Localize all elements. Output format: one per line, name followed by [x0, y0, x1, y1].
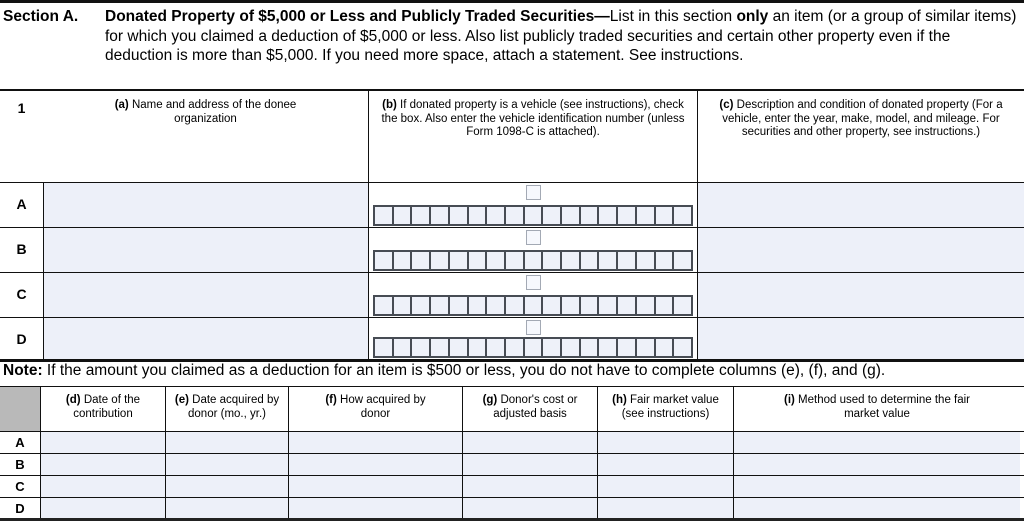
date-acquired-input-a[interactable] [165, 432, 288, 453]
donee-name-input-a[interactable] [43, 183, 368, 227]
vin-char-box [410, 295, 431, 316]
vin-char-box [392, 250, 413, 271]
vin-char-box [560, 205, 581, 226]
vin-char-box [654, 250, 675, 271]
vin-char-box [635, 205, 656, 226]
vin-input-d[interactable] [373, 337, 693, 358]
vin-char-box [635, 337, 656, 358]
vehicle-cell-a [368, 183, 697, 227]
section-a-label: Section A. [3, 8, 79, 25]
vin-char-box [448, 295, 469, 316]
col-b-header: (b) If donated property is a vehicle (see instructions), check the box. Also enter the vehicle identification number (unless Form 1098-C is attached). [368, 91, 697, 182]
col-a-header: (a) Name and address of the donee organization [114, 99, 297, 125]
col-d-header: (d) Date of the contribution [40, 387, 165, 431]
vehicle-cell-c [368, 273, 697, 317]
donor-cost-input-a[interactable] [462, 432, 597, 453]
table1-row-d [0, 317, 1024, 359]
corner-gray-cell [0, 387, 40, 431]
col-h-header: (h) Fair market value (see instructions) [597, 387, 733, 431]
vin-char-box [485, 295, 506, 316]
table1-row-c [0, 272, 1024, 317]
row-label: B [15, 457, 25, 472]
method-input-b[interactable] [733, 454, 1020, 475]
method-input-d[interactable] [733, 498, 1020, 518]
date-contribution-input-c[interactable] [40, 476, 165, 497]
col-c-header: (c) Description and condition of donated property (For a vehicle, enter the year, make, model, and mileage. For securities and other property, see instructions.) [697, 91, 1024, 182]
vin-char-box [541, 295, 562, 316]
vin-char-box [429, 205, 450, 226]
vin-char-box [485, 250, 506, 271]
method-input-c[interactable] [733, 476, 1020, 497]
fair-market-value-input-c[interactable] [597, 476, 733, 497]
vin-char-box [523, 205, 544, 226]
fair-market-value-input-a[interactable] [597, 432, 733, 453]
donor-cost-input-b[interactable] [462, 454, 597, 475]
vin-char-box [410, 250, 431, 271]
date-contribution-input-a[interactable] [40, 432, 165, 453]
vin-char-box [672, 250, 693, 271]
description-input-b[interactable] [697, 228, 1024, 272]
section-a-header [3, 7, 1018, 66]
donee-name-input-c[interactable] [43, 273, 368, 317]
vin-char-box [504, 250, 525, 271]
vin-char-box [429, 337, 450, 358]
vehicle-checkbox-c[interactable] [526, 275, 541, 290]
how-acquired-input-b[interactable] [288, 454, 462, 475]
vin-input-a[interactable] [373, 205, 693, 226]
vehicle-cell-b [368, 228, 697, 272]
vin-char-box [635, 250, 656, 271]
col-f-header: (f) How acquired by donor [288, 387, 462, 431]
vin-char-box [597, 337, 618, 358]
table2-row-c [0, 475, 1024, 497]
date-acquired-input-c[interactable] [165, 476, 288, 497]
vin-char-box [616, 295, 637, 316]
how-acquired-input-d[interactable] [288, 498, 462, 518]
vin-char-box [579, 250, 600, 271]
vin-char-box [448, 250, 469, 271]
vin-char-box [672, 205, 693, 226]
section-a-description: Donated Property of $5,000 or Less and Publicly Traded Securities—List in this section only an item (or a group of similar items) for which you claimed a deduction of $5,000 or less. Also list publicly traded securities and certain other property even if the deduction is more than $5,000. If you need more space, attach a statement. See instructions. [105, 8, 1017, 64]
vehicle-checkbox-b[interactable] [526, 230, 541, 245]
date-acquired-input-d[interactable] [165, 498, 288, 518]
vin-char-box [504, 337, 525, 358]
row-label: A [16, 196, 27, 212]
vin-char-box [392, 337, 413, 358]
row-label: D [15, 501, 25, 516]
vin-char-box [373, 337, 394, 358]
note-text: Note: If the amount you claimed as a deduction for an item is $500 or less, you do not have to complete columns (e), (f), and (g). [3, 362, 886, 379]
vin-char-box [616, 205, 637, 226]
row-label: D [16, 331, 27, 347]
table2-header-row [0, 386, 1024, 431]
table2-row-b [0, 453, 1024, 475]
col-i-header: (i) Method used to determine the fair market value [733, 387, 1020, 431]
vehicle-checkbox-d[interactable] [526, 320, 541, 335]
vin-char-box [429, 250, 450, 271]
date-contribution-input-b[interactable] [40, 454, 165, 475]
row-label: B [16, 241, 27, 257]
vin-char-box [504, 205, 525, 226]
vin-char-box [560, 295, 581, 316]
donee-name-input-d[interactable] [43, 318, 368, 359]
vin-char-box [504, 295, 525, 316]
vin-char-box [635, 295, 656, 316]
vin-char-box [560, 250, 581, 271]
row-label: C [16, 286, 27, 302]
vin-char-box [616, 250, 637, 271]
table2-row-a [0, 431, 1024, 453]
vin-char-box [467, 205, 488, 226]
vin-char-box [485, 205, 506, 226]
vehicle-cell-d [368, 318, 697, 359]
donor-cost-input-d[interactable] [462, 498, 597, 518]
vin-input-c[interactable] [373, 295, 693, 316]
vin-char-box [541, 337, 562, 358]
item-number: 1 [17, 100, 26, 116]
vin-char-box [467, 337, 488, 358]
vin-char-box [392, 205, 413, 226]
vin-char-box [373, 205, 394, 226]
vin-char-box [616, 337, 637, 358]
vin-char-box [597, 250, 618, 271]
vin-char-box [392, 295, 413, 316]
vin-char-box [541, 250, 562, 271]
col-g-header: (g) Donor's cost or adjusted basis [462, 387, 597, 431]
vin-char-box [410, 337, 431, 358]
description-input-d[interactable] [697, 318, 1024, 359]
vin-char-box [448, 337, 469, 358]
method-input-a[interactable] [733, 432, 1020, 453]
row-label: A [15, 435, 25, 450]
how-acquired-input-a[interactable] [288, 432, 462, 453]
fair-market-value-input-d[interactable] [597, 498, 733, 518]
how-acquired-input-c[interactable] [288, 476, 462, 497]
date-contribution-input-d[interactable] [40, 498, 165, 518]
top-rule [0, 0, 1024, 3]
vin-char-box [485, 337, 506, 358]
vin-char-box [597, 205, 618, 226]
donee-name-input-b[interactable] [43, 228, 368, 272]
vin-char-box [523, 250, 544, 271]
vin-char-box [654, 205, 675, 226]
date-acquired-input-b[interactable] [165, 454, 288, 475]
vin-char-box [523, 295, 544, 316]
table1-row-b [0, 227, 1024, 272]
table1-row-a [0, 182, 1024, 227]
vin-char-box [373, 250, 394, 271]
vin-char-box [467, 250, 488, 271]
vin-char-box [429, 295, 450, 316]
row-label: C [15, 479, 25, 494]
vin-char-box [467, 295, 488, 316]
vin-input-b[interactable] [373, 250, 693, 271]
vin-char-box [654, 337, 675, 358]
vin-char-box [579, 337, 600, 358]
vin-char-box [448, 205, 469, 226]
section-a-title: Donated Property of $5,000 or Less and Publicly Traded Securities— [105, 8, 610, 25]
vin-char-box [373, 295, 394, 316]
fair-market-value-input-b[interactable] [597, 454, 733, 475]
vin-char-box [410, 205, 431, 226]
vin-char-box [523, 337, 544, 358]
vehicle-checkbox-a[interactable] [526, 185, 541, 200]
col-e-header: (e) Date acquired by donor (mo., yr.) [165, 387, 288, 431]
vin-char-box [541, 205, 562, 226]
vin-char-box [597, 295, 618, 316]
vin-char-box [654, 295, 675, 316]
vin-char-box [672, 337, 693, 358]
vin-char-box [560, 337, 581, 358]
vin-char-box [672, 295, 693, 316]
description-input-c[interactable] [697, 273, 1024, 317]
vin-char-box [579, 205, 600, 226]
vin-char-box [579, 295, 600, 316]
table1-header-row [0, 91, 1024, 182]
description-input-a[interactable] [697, 183, 1024, 227]
donor-cost-input-c[interactable] [462, 476, 597, 497]
table2-row-d [0, 497, 1024, 518]
